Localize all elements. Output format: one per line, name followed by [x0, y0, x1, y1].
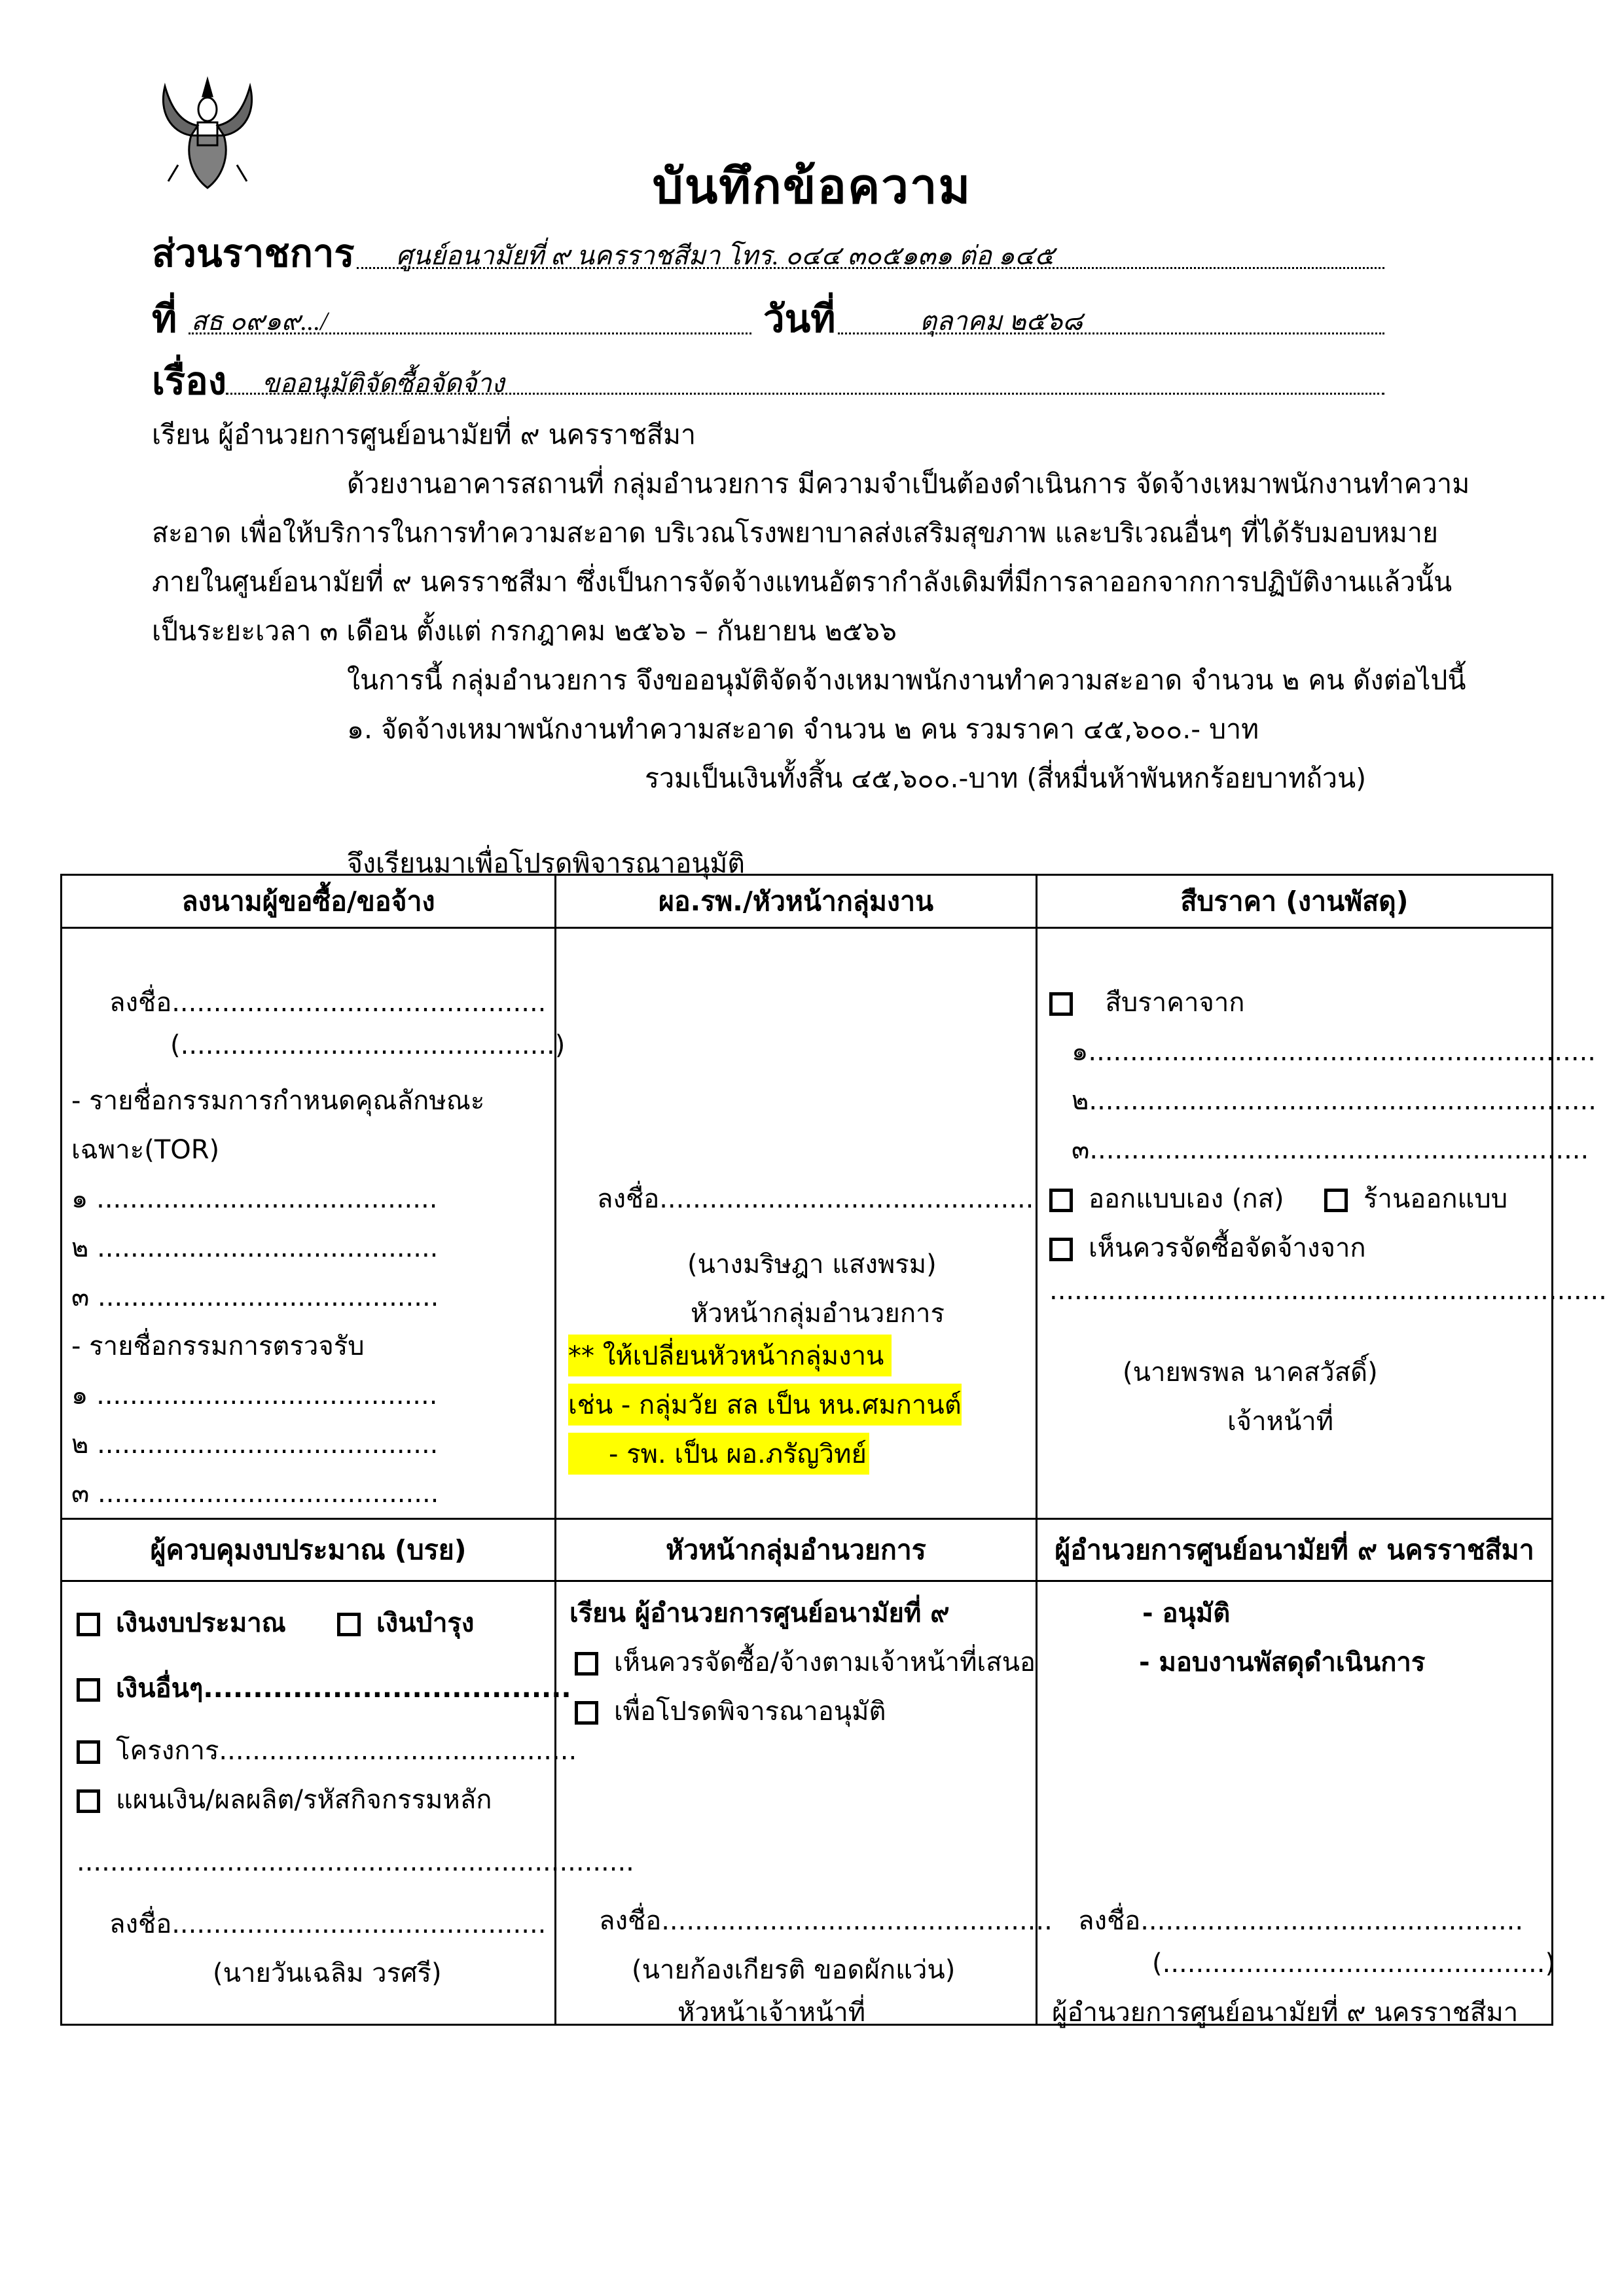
survey-item-1[interactable]: ๑............................................................. [1072, 1037, 1596, 1067]
group-head-name: (นางมริษฎา แสงพรม) [687, 1249, 937, 1280]
agency-label: ส่วนราชการ [152, 231, 355, 276]
option-shop-design[interactable] [1324, 1177, 1507, 1219]
inspect-label: - รายชื่อกรรมการตรวจรับ [71, 1331, 365, 1361]
group-head-position: หัวหน้ากลุ่มอำนวยการ [691, 1299, 945, 1329]
para1-line2: สะอาด เพื่อให้บริการในการทำความสะอาด บริเวณโรงพยาบาลส่งเสริมสุขภาพ และบริเวณอื่นๆ ที่ได้รับมอบหมาย [152, 517, 1438, 548]
admin-head-sign[interactable]: ลงชื่อ............................................... [599, 1906, 1053, 1936]
para2: ในการนี้ กลุ่มอำนวยการ จึงขออนุมัติจัดจ้างเหมาพนักงานทำความสะอาด จำนวน ๒ คน ดังต่อไปนี้ [347, 664, 1466, 696]
group-head-sign[interactable]: ลงชื่อ............................................. [597, 1184, 1034, 1214]
header-requester: ลงนามผู้ขอซื้อ/ขอจ้าง [62, 875, 556, 928]
checkbox-icon[interactable] [575, 1701, 598, 1725]
note-line-1: ** ให้เปลี่ยนหัวหน้ากลุ่มงาน [568, 1335, 892, 1376]
tor-label: - รายชื่อกรรมการกำหนดคุณลักษณะ [71, 1086, 485, 1116]
admin-head-position: หัวหน้าเจ้าหน้าที่ [677, 1998, 866, 2028]
decision-approve: - อนุมัติ [1142, 1598, 1231, 1628]
tor-label-2: เฉพาะ(TOR) [71, 1135, 220, 1165]
header-admin-head: หัวหน้ากลุ่มอำนวยการ [556, 1519, 1037, 1581]
checkbox-icon[interactable] [77, 1613, 100, 1636]
admin-head-cell [556, 1581, 1053, 2028]
option-agree-label: เห็นควรจัดซื้อ/จ้างตามเจ้าหน้าที่เสนอ [614, 1647, 1036, 1677]
inspect-item-3[interactable]: ๓ ......................................... [71, 1479, 439, 1509]
requester-cell [62, 928, 566, 1519]
ref-value[interactable]: สธ ๐๙๑๙.../ [191, 306, 328, 336]
option-survey-label: สืบราคาจาก [1105, 988, 1245, 1018]
inspect-item-2[interactable]: ๒ ......................................... [71, 1429, 439, 1460]
group-head-cell [556, 928, 1037, 1519]
decision-assign: - มอบงานพัสดุดำเนินการ [1139, 1647, 1426, 1677]
option-self-design[interactable] [1049, 1177, 1284, 1219]
option-consider[interactable] [575, 1690, 886, 1732]
memo-title: บันทึกข้อความ [652, 158, 972, 215]
checkbox-icon[interactable] [337, 1613, 361, 1636]
date-underline [838, 332, 1384, 334]
checkbox-icon[interactable] [1324, 1189, 1348, 1212]
checkbox-icon[interactable] [1049, 1238, 1073, 1261]
checkbox-icon[interactable] [77, 1740, 100, 1764]
option-maintenance-label: เงินบำรุง [376, 1608, 475, 1638]
note-line-3: - รพ. เป็น ผอ.ภรัญวิทย์ [568, 1433, 869, 1475]
ref-label: ที่ [152, 296, 177, 341]
total-amount: รวมเป็นเงินทั้งสิ้น ๔๕,๖๐๐.-บาท (สี่หมื่นห้าพันหกร้อยบาทถ้วน) [645, 762, 1367, 794]
option-consider-label: เพื่อโปรดพิจารณาอนุมัติ [614, 1696, 886, 1727]
requester-name-blank[interactable]: (.............................................) [170, 1030, 566, 1060]
option-maintenance[interactable] [337, 1602, 474, 1643]
checkbox-icon[interactable] [1049, 992, 1073, 1016]
price-officer-name: (นายพรพล นาคสวัสดิ์) [1123, 1357, 1378, 1388]
director-position: ผู้อำนวยการศูนย์อนามัยที่ ๙ นครราชสีมา [1052, 1998, 1519, 2028]
option-plan-label: แผนเงิน/ผลผลิต/รหัสกิจกรรมหลัก [116, 1785, 492, 1815]
recommend-blank[interactable]: ................................................................... [1049, 1276, 1607, 1306]
budget-officer-name: (นายวันเฉลิม วรศรี) [213, 1958, 442, 1988]
approval-table [60, 874, 1607, 2028]
option-project-label: โครงการ........................................... [116, 1736, 577, 1766]
tor-item-3[interactable]: ๓ ......................................... [71, 1282, 439, 1312]
tor-item-2[interactable]: ๒ ......................................... [71, 1233, 439, 1263]
checkbox-icon[interactable] [575, 1652, 598, 1676]
closing: จึงเรียนมาเพื่อโปรดพิจารณาอนุมัติ [347, 848, 745, 879]
note-line-2: เช่น - กลุ่มวัย สล เป็น หน.ศมกานต์ [568, 1384, 962, 1426]
header-group-head: ผอ.รพ./หัวหน้ากลุ่มงาน [556, 875, 1037, 928]
option-project[interactable] [77, 1729, 577, 1771]
subject-value[interactable]: ขออนุมัติจัดซื้อจัดจ้าง [262, 368, 505, 398]
option-self-design-label: ออกแบบเอง (กส) [1089, 1184, 1284, 1214]
director-cell [1037, 1581, 1556, 2028]
requester-sign[interactable]: ลงชื่อ............................................. [109, 988, 547, 1018]
director-name-blank[interactable]: (..............................................) [1152, 1948, 1556, 1979]
option-agree[interactable] [575, 1641, 1036, 1683]
checkbox-icon[interactable] [77, 1678, 100, 1702]
director-sign[interactable]: ลงชื่อ.............................................. [1078, 1906, 1524, 1936]
admin-head-name: (นายก้องเกียรติ ขอดผักแว่น) [632, 1955, 956, 1985]
checkbox-icon[interactable] [1049, 1189, 1073, 1212]
header-price-check: สืบราคา (งานพัสดุ) [1037, 875, 1553, 928]
option-other-funds-label: เงินอื่นๆ..................................... [116, 1674, 571, 1704]
para1-line3: ภายในศูนย์อนามัยที่ ๙ นครราชสีมา ซึ่งเป็นการจัดจ้างแทนอัตรากำลังเดิมที่มีการลาออกจากการปฏิบัติงานแล้วนั้น [152, 566, 1453, 598]
option-recommend-label: เห็นควรจัดซื้อจัดจ้างจาก [1089, 1233, 1366, 1263]
para1-line4: เป็นระยะเวลา ๓ เดือน ตั้งแต่ กรกฎาคม ๒๕๖๖ – กันยายน ๒๕๖๖ [152, 615, 897, 647]
price-check-cell [1037, 928, 1607, 1519]
admin-head-to: เรียน ผู้อำนวยการศูนย์อนามัยที่ ๙ [569, 1598, 950, 1628]
subject-label: เรื่อง [152, 359, 227, 403]
subject-underline [226, 393, 1384, 395]
agency-underline [357, 267, 1384, 269]
tor-item-1[interactable]: ๑ ......................................... [71, 1184, 438, 1214]
price-officer-position: เจ้าหน้าที่ [1227, 1407, 1334, 1437]
option-other-funds[interactable] [77, 1667, 571, 1709]
budget-sign[interactable]: ลงชื่อ............................................. [109, 1909, 547, 1939]
agency-value[interactable]: ศูนย์อนามัยที่ ๙ นครราชสีมา โทร. ๐๔๔ ๓๐๕๑๓๑ ต่อ ๑๔๕ [396, 241, 1055, 270]
option-survey[interactable] [1049, 981, 1245, 1023]
para1-line1: ด้วยงานอาคารสถานที่ กลุ่มอำนวยการ มีความจำเป็นต้องดำเนินการ จัดจ้างเหมาพนักงานทำความ [347, 468, 1470, 499]
option-shop-design-label: ร้านออกแบบ [1363, 1184, 1508, 1214]
item-1: ๑. จัดจ้างเหมาพนักงานทำความสะอาด จำนวน ๒ คน รวมราคา ๔๕,๖๐๐.- บาท [347, 713, 1259, 745]
header-budget: ผู้ควบคุมงบประมาณ (บรย) [62, 1519, 556, 1581]
budget-cell [62, 1581, 634, 2025]
survey-item-3[interactable]: ๓............................................................ [1072, 1135, 1589, 1165]
salutation: เรียน ผู้อำนวยการศูนย์อนามัยที่ ๙ นครราชสีมา [152, 419, 696, 450]
option-budget[interactable] [77, 1602, 286, 1643]
budget-blank[interactable]: ................................................................... [77, 1847, 634, 1877]
survey-item-2[interactable]: ๒............................................................. [1072, 1086, 1597, 1116]
checkbox-icon[interactable] [77, 1789, 100, 1813]
inspect-item-1[interactable]: ๑ ......................................... [71, 1380, 438, 1410]
date-value[interactable]: ตุลาคม ๒๕๖๘ [920, 306, 1083, 336]
ref-underline [189, 332, 751, 334]
option-budget-label: เงินงบประมาณ [116, 1608, 286, 1638]
option-recommend[interactable] [1049, 1227, 1366, 1268]
date-label: วันที่ [763, 296, 836, 341]
option-plan[interactable] [77, 1778, 492, 1820]
header-director: ผู้อำนวยการศูนย์อนามัยที่ ๙ นครราชสีมา [1037, 1519, 1553, 1581]
